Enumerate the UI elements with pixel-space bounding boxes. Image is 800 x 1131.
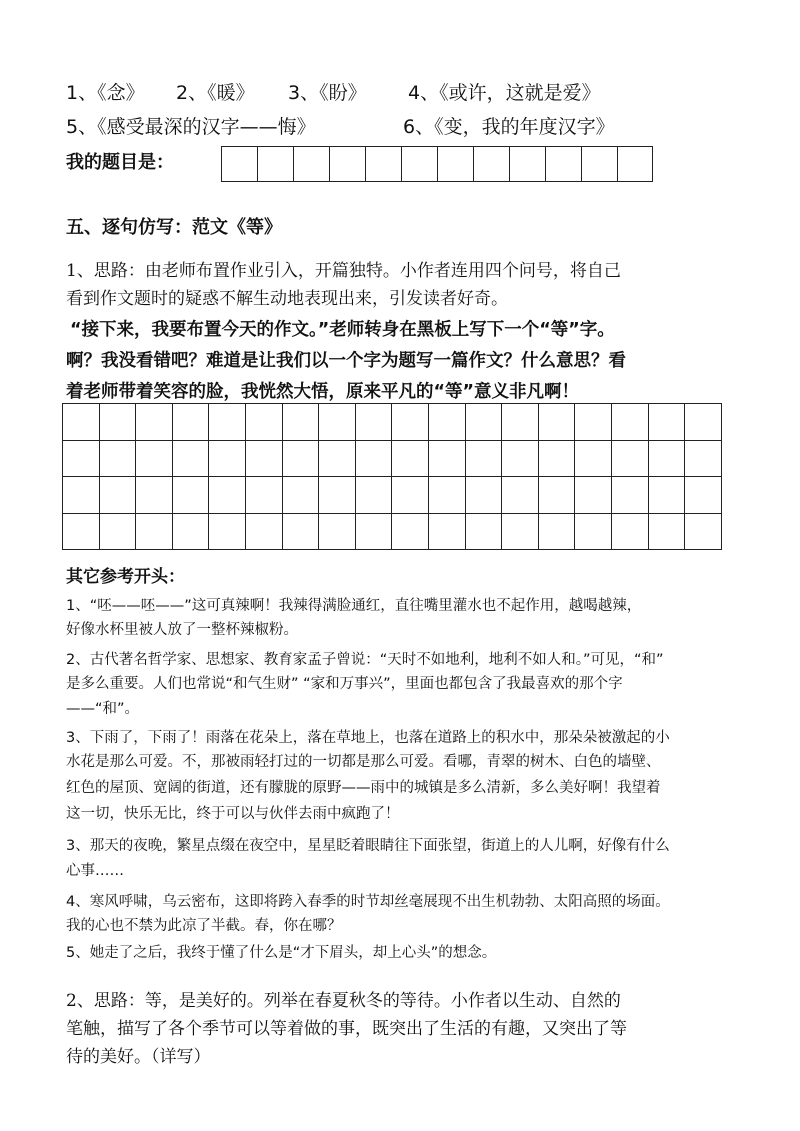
grid-cell[interactable] [173, 441, 210, 478]
idea-text: 看到作文题时的疑惑不解生动地表现出来，引发读者好奇。 [66, 289, 508, 309]
grid-cell[interactable] [429, 477, 466, 514]
grid-cell[interactable] [209, 477, 246, 514]
opening-line: 好像水杯里被人放了一整杯辣椒粉。 [66, 622, 298, 638]
grid-cell[interactable] [209, 441, 246, 478]
grid-cell[interactable] [539, 514, 576, 551]
grid-cell[interactable] [437, 146, 473, 182]
grid-cell[interactable] [246, 477, 283, 514]
grid-cell[interactable] [429, 514, 466, 551]
grid-cell[interactable] [685, 441, 722, 478]
grid-cell[interactable] [502, 477, 539, 514]
grid-cell[interactable] [329, 146, 365, 182]
imitation-writing-grid[interactable] [62, 403, 722, 550]
grid-cell[interactable] [293, 146, 329, 182]
grid-cell[interactable] [612, 514, 649, 551]
grid-cell[interactable] [617, 146, 653, 182]
opening-line: 3、那天的夜晚，繁星点缀在夜空中，星星眨着眼睛往下面张望，街道上的人儿啊，好像有什么 [66, 838, 670, 854]
idea-text: 待的美好。（详写） [66, 1047, 211, 1067]
grid-cell[interactable] [100, 441, 137, 478]
topic-item: 6、《变，我的年度汉字》 [403, 116, 615, 138]
grid-cell[interactable] [319, 441, 356, 478]
grid-cell[interactable] [136, 477, 173, 514]
grid-cell[interactable] [392, 404, 429, 441]
grid-cell[interactable] [649, 477, 686, 514]
grid-cell[interactable] [246, 404, 283, 441]
opening-line: 3、下雨了，下雨了！雨落在花朵上，落在草地上，也落在道路上的积水中，那朵朵被激起的小 [66, 730, 670, 746]
opening-line: 5、她走了之后，我终于懂了什么是“才下眉头，却上心头”的想念。 [66, 945, 497, 961]
topic-row-2 [66, 112, 615, 139]
model-text: 啊？我没看错吧？难道是让我们以一个字为题写一篇作文？什么意思？看 [66, 351, 626, 371]
grid-cell[interactable] [63, 514, 100, 551]
grid-cell[interactable] [246, 441, 283, 478]
opening-line: 心事…… [66, 863, 124, 879]
grid-cell[interactable] [283, 477, 320, 514]
grid-cell[interactable] [319, 514, 356, 551]
grid-cell[interactable] [649, 514, 686, 551]
grid-cell[interactable] [429, 404, 466, 441]
grid-cell[interactable] [283, 514, 320, 551]
opening-line: 是多么重要。人们也常说“和气生财” “家和万事兴”，里面也都包含了我最喜欢的那个字 [66, 676, 623, 692]
grid-cell[interactable] [173, 477, 210, 514]
idea-text: 2、思路：等，是美好的。列举在春夏秋冬的等待。小作者以生动、自然的 [66, 991, 621, 1011]
grid-cell[interactable] [612, 477, 649, 514]
grid-cell[interactable] [173, 404, 210, 441]
grid-cell[interactable] [466, 441, 503, 478]
other-openings-heading: 其它参考开头： [66, 567, 185, 587]
grid-cell[interactable] [685, 514, 722, 551]
grid-cell[interactable] [392, 441, 429, 478]
grid-cell[interactable] [319, 477, 356, 514]
grid-cell[interactable] [539, 477, 576, 514]
topic-item: 4、《或许，这就是爱》 [408, 82, 601, 104]
grid-cell[interactable] [173, 514, 210, 551]
grid-cell[interactable] [545, 146, 581, 182]
grid-cell[interactable] [612, 404, 649, 441]
grid-cell[interactable] [401, 146, 437, 182]
grid-cell[interactable] [283, 404, 320, 441]
grid-cell[interactable] [581, 146, 617, 182]
grid-cell[interactable] [136, 514, 173, 551]
grid-cell[interactable] [257, 146, 293, 182]
grid-cell[interactable] [365, 146, 401, 182]
grid-cell[interactable] [649, 404, 686, 441]
model-text: “接下来，我要布置今天的作文。”老师转身在黑板上写下一个“等”字。 [70, 320, 615, 340]
grid-cell[interactable] [356, 477, 393, 514]
grid-cell[interactable] [502, 441, 539, 478]
opening-line: 1、“呸——呸——”这可真辣啊！我辣得满脸通红，直往嘴里灌水也不起作用，越喝越辣， [66, 598, 642, 614]
grid-cell[interactable] [319, 404, 356, 441]
grid-cell[interactable] [63, 477, 100, 514]
idea-text: 笔触，描写了各个季节可以等着做的事，既突出了生活的有趣，又突出了等 [66, 1019, 627, 1039]
section-heading: 五、逐句仿写：范文《等》 [66, 217, 282, 238]
grid-cell[interactable] [392, 514, 429, 551]
opening-line: 4、寒风呼啸，乌云密布，这即将跨入春季的时节却丝毫展现不出生机勃勃、太阳高照的场面。 [66, 894, 670, 910]
grid-cell[interactable] [685, 477, 722, 514]
idea-text: 1、思路：由老师布置作业引入，开篇独特。小作者连用四个问号，将自己 [66, 261, 621, 281]
grid-cell[interactable] [63, 404, 100, 441]
grid-cell[interactable] [575, 404, 612, 441]
topic-row-1 [66, 78, 601, 105]
grid-cell[interactable] [473, 146, 509, 182]
opening-line: 这一切，快乐无比，终于可以与伙伴去雨中疯跑了！ [66, 806, 400, 822]
grid-cell[interactable] [466, 404, 503, 441]
grid-cell[interactable] [100, 404, 137, 441]
grid-cell[interactable] [502, 514, 539, 551]
topic-item: 2、《暖》 [176, 82, 255, 104]
grid-cell[interactable] [356, 441, 393, 478]
grid-cell[interactable] [429, 441, 466, 478]
grid-cell[interactable] [136, 404, 173, 441]
grid-cell[interactable] [209, 514, 246, 551]
grid-cell[interactable] [221, 146, 257, 182]
grid-cell[interactable] [356, 404, 393, 441]
model-text: 着老师带着笑容的脸，我恍然大悟，原来平凡的“等”意义非凡啊！ [66, 382, 580, 402]
grid-cell[interactable] [466, 514, 503, 551]
grid-cell[interactable] [283, 441, 320, 478]
grid-cell[interactable] [136, 441, 173, 478]
opening-line: 2、古代著名哲学家、思想家、教育家孟子曾说：“天时不如地利，地利不如人和。”可见，“和” [66, 652, 664, 668]
grid-cell[interactable] [246, 514, 283, 551]
my-title-label: 我的题目是： [66, 152, 174, 173]
opening-line: 我的心也不禁为此凉了半截。春，你在哪？ [66, 918, 342, 934]
grid-cell[interactable] [649, 441, 686, 478]
grid-cell[interactable] [466, 477, 503, 514]
opening-line: ——“和”。 [66, 701, 140, 717]
grid-cell[interactable] [539, 441, 576, 478]
grid-cell[interactable] [392, 477, 429, 514]
topic-item: 5、《感受最深的汉字——悔》 [66, 116, 316, 138]
grid-cell[interactable] [575, 477, 612, 514]
title-writing-grid[interactable] [221, 146, 653, 182]
grid-cell[interactable] [685, 404, 722, 441]
opening-line: 水花是那么可爱。不，那被雨轻打过的一切都是那么可爱。看哪，青翠的树木、白色的墙壁、 [66, 754, 661, 770]
grid-cell[interactable] [63, 441, 100, 478]
grid-cell[interactable] [612, 441, 649, 478]
opening-line: 红色的屋顶、宽阔的街道，还有朦胧的原野——雨中的城镇是多么清新，多么美好啊！我望着 [66, 780, 661, 796]
grid-cell[interactable] [356, 514, 393, 551]
grid-cell[interactable] [539, 404, 576, 441]
grid-cell[interactable] [100, 514, 137, 551]
grid-cell[interactable] [502, 404, 539, 441]
grid-cell[interactable] [209, 404, 246, 441]
topic-item: 3、《盼》 [288, 82, 367, 104]
topic-item: 1、《念》 [66, 82, 145, 104]
grid-cell[interactable] [575, 514, 612, 551]
grid-cell[interactable] [509, 146, 545, 182]
grid-cell[interactable] [100, 477, 137, 514]
grid-cell[interactable] [575, 441, 612, 478]
